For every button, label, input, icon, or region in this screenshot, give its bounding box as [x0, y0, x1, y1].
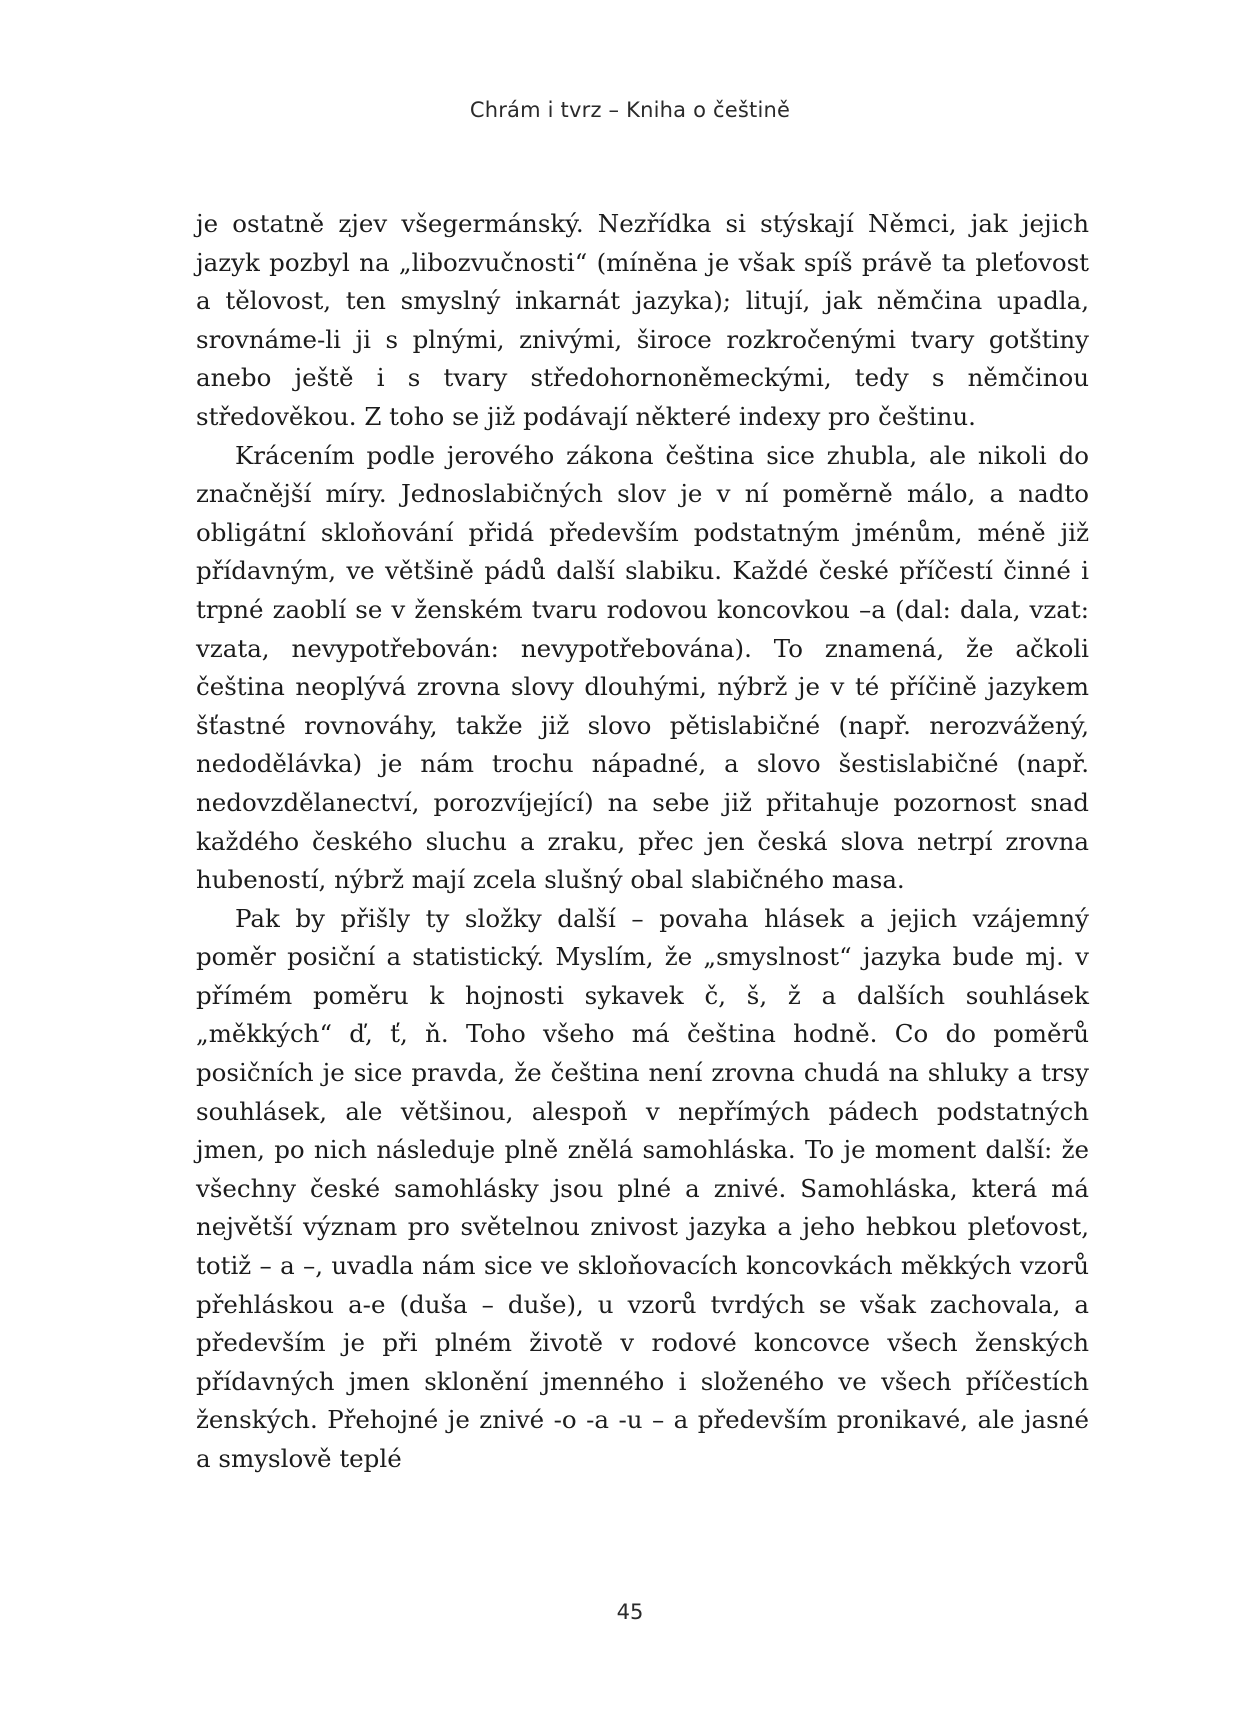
- running-header: Chrám i tvrz – Kniha o češtině: [469, 98, 791, 122]
- paragraph-continued: je ostatně zjev všegermánský. Nezřídka si stýskají Němci, jak jejich jazyk pozbyl na „libozvučnosti“ (míněna je však spíš právě ta pleťovost a tělovost, ten smyslný inkarnát jazyka); litují, jak němčina upadla, srovnáme-li ji s plnými, znivými, široce rozkročenými tvary gotštiny anebo ještě i s tvary středohornoněmeckými, tedy s němčinou středověkou. Z toho se již podávají některé indexy pro češtinu.: [196, 209, 1089, 431]
- paragraph-jer-law: Krácením podle jerového zákona čeština sice zhubla, ale nikoli do značnější míry. Jednoslabičných slov je v ní poměrně málo, a nadto obligátní skloňování přidá především podstatným jménům, méně již přídavným, ve většině pádů další slabiku. Každé české příčestí činné i trpné zaoblí se v ženském tvaru rodovou koncovkou –a (dal: dala, vzat: vzata, nevypotřebován: nevypotřebována). To znamená, že ačkoli čeština neoplývá zrovna slovy dlouhými, nýbrž je v té příčině jazykem šťastné rovnováhy, takže již slovo pětislabičné (např. nerozvážený, nedodělávka) je nám trochu nápadné, a slovo šestislabičné (např. nedovzdělanectví, porozvíjející) na sebe již přitahuje pozornost snad každého českého sluchu a zraku, přec jen česká slova netrpí zrovna hubeností, nýbrž mají zcela slušný obal slabičného masa.: [196, 440, 1089, 895]
- body-text: [196, 205, 1089, 1479]
- page-number: 45: [616, 1600, 644, 1624]
- paragraph-phonemes: Pak by přišly ty složky další – povaha hlásek a jejich vzájemný poměr posiční a statistický. Myslím, že „smyslnost“ jazyka bude mj. v přímém poměru k hojnosti sykavek č, š, ž a dalších souhlásek „měkkých“ ď, ť, ň. Toho všeho má čeština hodně. Co do poměrů posičních je sice pravda, že čeština není zrovna chudá na shluky a trsy souhlásek, ale většinou, alespoň v nepřímých pádech podstatných jmen, po nich následuje plně znělá samohláska. To je moment další: že všechny české samohlásky jsou plné a znivé. Samohláska, která má největší význam pro světelnou znivost jazyka a jeho hebkou pleťovost, totiž – a –, uvadla nám sice ve skloňovacích koncovkách měkkých vzorů přehláskou a-e (duša – duše), u vzorů tvrdých se však zachovala, a především je při plném životě v rodové koncovce všech ženských přídavných jmen sklonění jmenného i složeného ve všech příčestích ženských. Přehojné je znivé -o -a -u – a především pronikavé, ale jasné a smyslově teplé: [196, 903, 1089, 1473]
